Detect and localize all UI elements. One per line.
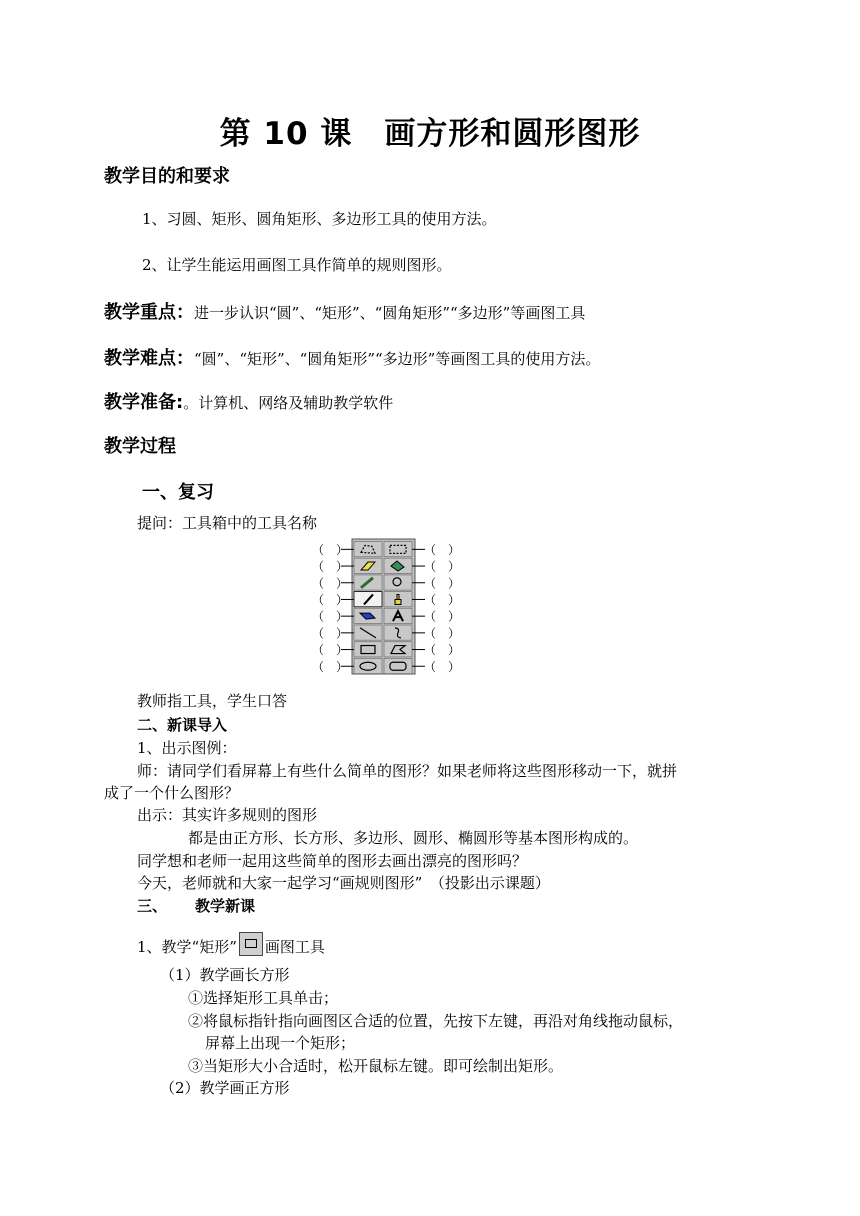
answer-blank-right: （ ） (424, 559, 460, 574)
toolbox-cell (384, 642, 412, 657)
toolbox-row (312, 542, 460, 557)
step-2: ②将鼠标指针指向画图区合适的位置，先按下左键，再沿对角线拖动鼠标， (188, 1012, 684, 1030)
body-line-6: 出示：其实许多规则的图形 (137, 806, 318, 824)
answer-blank-right: （ ） (424, 542, 460, 557)
rectangle-tool-line (137, 932, 325, 957)
review-heading: 一、复习 (142, 482, 214, 503)
step-1: ①选择矩形工具单击； (188, 989, 339, 1007)
toolbox-cell (354, 542, 382, 557)
step-heading-2: （2）教学画正方形 (160, 1079, 290, 1097)
toolbox-row (312, 558, 460, 573)
answer-blank-left: （ ） (312, 592, 349, 607)
body-line-4: 师：请同学们看屏幕上有些什么简单的图形？如果老师将这些图形移动一下，就拼 (137, 762, 678, 780)
answer-blank-left: （ ） (312, 659, 349, 674)
answer-blank-left: （ ） (312, 626, 349, 641)
preparation-text: 。计算机、网络及辅助教学软件 (183, 394, 394, 412)
answer-blank-right: （ ） (424, 659, 460, 674)
toolbox-row (312, 592, 460, 607)
body-line-7: 都是由正方形、长方形、多边形、圆形、椭圆形等基本图形构成的。 (188, 829, 639, 847)
body-line-1: 教师指工具，学生口答 (137, 692, 288, 710)
answer-blank-left: （ ） (312, 609, 349, 624)
toolbox-cell (354, 642, 382, 657)
toolbox-row (312, 642, 460, 657)
new-lesson-heading: 二、新课导入 (137, 716, 228, 734)
toolbox-cell (384, 542, 412, 557)
toolbox-row (312, 625, 460, 640)
goal-item-2: 2、让学生能运用画图工具作简单的规则图形。 (142, 256, 452, 274)
preparation-label: 教学准备: (104, 392, 184, 413)
body-line-5: 成了一个什么图形？ (104, 784, 240, 802)
step-heading-1: （1）教学画长方形 (160, 966, 290, 984)
rectangle-tool-label: 1、教学“矩形” (137, 938, 237, 956)
section-3-number: 三、 (137, 897, 168, 915)
step-3: ③当矩形大小合适时，松开鼠标左键。即可绘制出矩形。 (188, 1057, 564, 1075)
answer-blank-left: （ ） (312, 542, 349, 557)
toolbox-cell (384, 658, 412, 673)
answer-blank-right: （ ） (424, 626, 460, 641)
key-point-label: 教学重点： (104, 302, 194, 323)
review-question: 提问：工具箱中的工具名称 (137, 514, 318, 532)
difficulty-text: “圆”、“矩形”、“圆角矩形”“多边形”等画图工具的使用方法。 (194, 350, 601, 368)
page-title: 第 10 课 画方形和圆形图形 (219, 116, 641, 152)
toolbox-diagram (310, 538, 460, 676)
key-point-line (104, 298, 585, 324)
body-line-8: 同学想和老师一起用这些简单的图形去画出漂亮的图形吗？ (137, 852, 528, 870)
answer-blank-right: （ ） (424, 643, 460, 658)
preparation-line (104, 388, 393, 414)
body-line-9: 今天，老师就和大家一起学习“画规则图形” （投影出示课题） (137, 874, 550, 892)
toolbox-cell (384, 575, 412, 590)
toolbox-row (312, 575, 460, 590)
answer-blank-left: （ ） (312, 643, 349, 658)
answer-blank-left: （ ） (312, 559, 349, 574)
step-2-cont: 屏幕上出现一个矩形； (205, 1034, 356, 1052)
process-heading: 教学过程 (104, 436, 176, 457)
difficulty-label: 教学难点： (104, 348, 194, 369)
answer-blank-right: （ ） (424, 592, 460, 607)
rectangle-tool-suffix: 画图工具 (264, 938, 325, 956)
key-point-text: 进一步认识“圆”、“矩形”、“圆角矩形”“多边形”等画图工具 (194, 304, 586, 322)
section-3-heading: 教学新课 (195, 897, 256, 915)
answer-blank-right: （ ） (424, 576, 460, 591)
goal-heading: 教学目的和要求 (104, 166, 230, 187)
rectangle-tool-icon (239, 932, 263, 956)
toolbox-cell (354, 658, 382, 673)
body-line-3: 1、出示图例： (137, 739, 237, 757)
answer-blank-left: （ ） (312, 576, 349, 591)
answer-blank-right: （ ） (424, 609, 460, 624)
difficulty-line (104, 344, 600, 370)
toolbox-row (312, 608, 460, 623)
toolbox-row (312, 658, 460, 673)
goal-item-1: 1、习圆、矩形、圆角矩形、多边形工具的使用方法。 (142, 210, 497, 228)
